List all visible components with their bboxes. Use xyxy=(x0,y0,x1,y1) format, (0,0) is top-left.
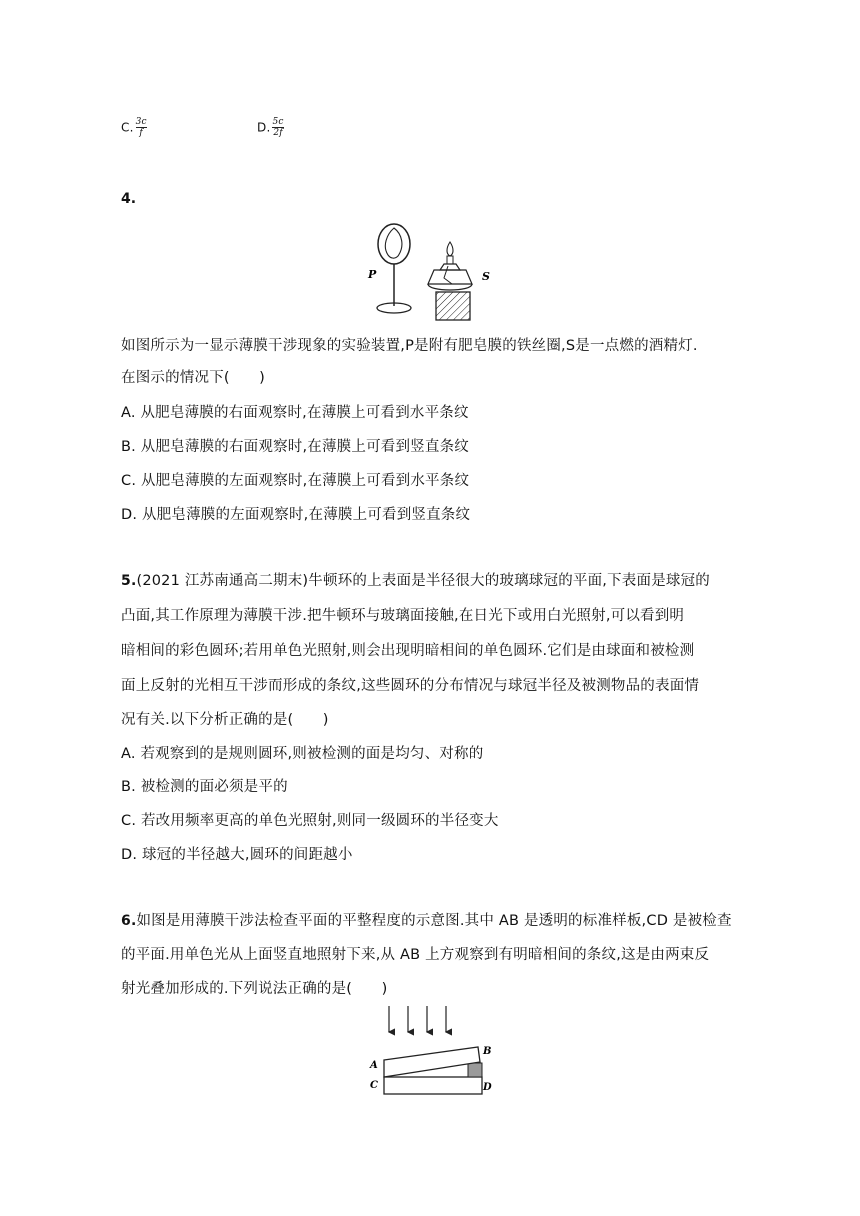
plate-cd xyxy=(384,1077,482,1094)
q3-option-c-denominator: f xyxy=(139,128,143,138)
q6-stem-line1 xyxy=(121,911,732,931)
q3-option-d-fraction xyxy=(272,117,283,138)
q6-figure xyxy=(362,1004,502,1098)
q6-stem-line2: 的平面.用单色光从上面竖直地照射下来,从 AB 上方观察到有明暗相间的条纹,这是由两束反 xyxy=(121,947,710,963)
label-b: B xyxy=(483,1046,492,1057)
lamp-neck xyxy=(440,264,460,270)
q3-option-c-fraction xyxy=(136,117,147,138)
label-p: P xyxy=(368,268,377,281)
q5-number: 5. xyxy=(121,573,137,589)
q3-option-d-label: D. xyxy=(257,120,271,135)
q6-number: 6. xyxy=(121,913,137,929)
q5-stem-line3: 暗相间的彩色圆环;若用单色光照射,则会出现明暗相间的单色圆环.它们是由球面和被检测 xyxy=(121,643,695,659)
q6-stem-line3: 射光叠加形成的.下列说法正确的是( ) xyxy=(121,981,388,997)
q3-option-d xyxy=(257,117,284,138)
q4-stem-line2: 在图示的情况下( ) xyxy=(121,370,266,386)
q3-option-d-denominator: 2f xyxy=(273,128,283,138)
lamp-flame xyxy=(447,242,453,256)
label-a: A xyxy=(370,1060,378,1071)
plate-ab xyxy=(384,1047,480,1077)
q5-option-d: D. 球冠的半径越大,圆环的间距越小 xyxy=(121,847,353,863)
lamp-wick-inner xyxy=(444,266,452,284)
q5-stem-line5: 况有关.以下分析正确的是( ) xyxy=(121,712,329,728)
q4-option-b: B. 从肥皂薄膜的右面观察时,在薄膜上可看到竖直条纹 xyxy=(121,439,469,455)
q4-option-a: A. 从肥皂薄膜的右面观察时,在薄膜上可看到水平条纹 xyxy=(121,405,469,421)
q4-option-c: C. 从肥皂薄膜的左面观察时,在薄膜上可看到水平条纹 xyxy=(121,473,470,489)
label-s: S xyxy=(482,270,490,283)
q3-option-c-numerator: 3c xyxy=(135,117,147,127)
q5-stem-line2: 凸面,其工作原理为薄膜干涉.把牛顿环与玻璃面接触,在日光下或用白光照射,可以看到明 xyxy=(121,608,685,624)
q5-stem-line1-text: (2021 江苏南通高二期末)牛顿环的上表面是半径很大的玻璃球冠的平面,下表面是球冠的 xyxy=(136,573,710,589)
label-d: D xyxy=(483,1082,492,1093)
q5-option-a: A. 若观察到的是规则圆环,则被检测的面是均匀、对称的 xyxy=(121,746,484,762)
q3-option-c xyxy=(121,117,147,138)
q5-stem-line1 xyxy=(121,571,710,591)
label-c: C xyxy=(370,1080,378,1091)
lamp-body-bottom xyxy=(428,284,472,290)
q5-option-b: B. 被检测的面必须是平的 xyxy=(121,779,288,795)
lamp-stand-block xyxy=(436,292,470,320)
q3-option-d-numerator: 5c xyxy=(272,117,284,127)
q6-stem-line1-text: 如图是用薄膜干涉法检查平面的平整程度的示意图.其中 AB 是透明的标准样板,CD 是被检查 xyxy=(136,913,732,929)
q5-stem-line4: 面上反射的光相互干涉而形成的条纹,这些圆环的分布情况与球冠半径及被测物品的表面情 xyxy=(121,678,700,694)
q4-figure xyxy=(360,222,510,326)
q3-option-c-label: C. xyxy=(121,120,134,135)
q4-number: 4. xyxy=(121,191,137,207)
q5-option-c: C. 若改用频率更高的单色光照射,则同一级圆环的半径变大 xyxy=(121,813,499,829)
spacer-block xyxy=(468,1063,482,1077)
q4-option-d: D. 从肥皂薄膜的左面观察时,在薄膜上可看到竖直条纹 xyxy=(121,507,471,523)
soap-film xyxy=(385,228,402,258)
lamp-wick xyxy=(447,256,453,264)
q4-stem-line1: 如图所示为一显示薄膜干涉现象的实验装置,P是附有肥皂膜的铁丝圈,S是一点燃的酒精灯. xyxy=(121,338,698,354)
